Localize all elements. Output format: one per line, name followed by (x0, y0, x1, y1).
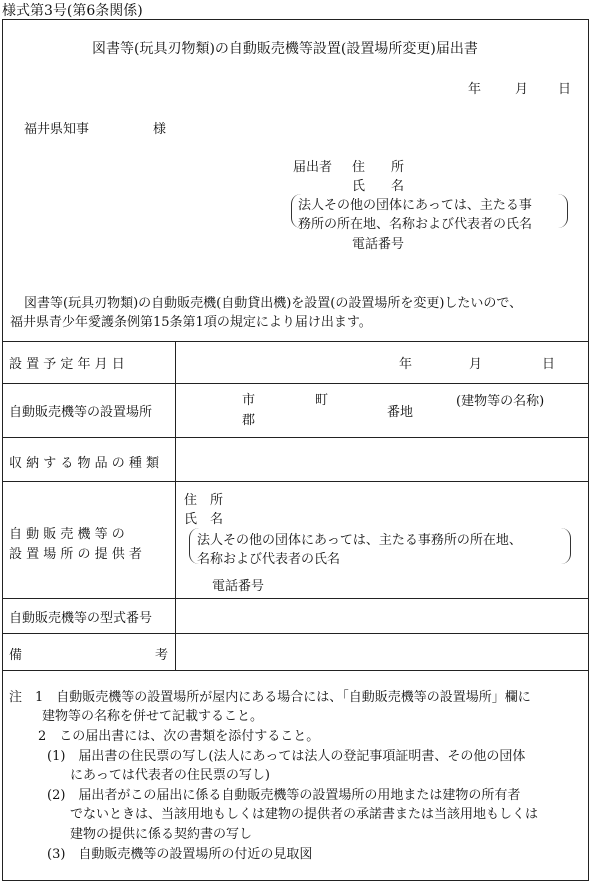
row-provider-note-2: 名称および代表者の氏名 (197, 552, 341, 567)
note-line: 建物等の名称を併せて記載すること。 (42, 709, 264, 724)
row-location-label: 自動販売機等の設置場所 (9, 405, 153, 420)
note-line: 2 この届出書には、次の書類を添付すること。 (38, 729, 320, 744)
table-row-divider (2, 598, 589, 599)
form-title: 図書等(玩具刃物類)の自動販売機等設置(設置場所変更)届出書 (92, 41, 478, 57)
table-row-divider (2, 633, 589, 634)
row-remarks-label-1: 備 (9, 648, 23, 663)
table-row-divider (2, 481, 589, 482)
table-bottom-border (2, 670, 589, 671)
row-provider-address: 住 所 (184, 493, 224, 508)
row-location-city: 市 (242, 393, 256, 408)
applicant-name-label: 氏 名 (352, 179, 405, 194)
body-text-line-1: 図書等(玩具刃物類)の自動販売機(自動貸出機)を設置(の設置場所を変更)したいので、 (24, 296, 523, 311)
date-day: 日 (558, 82, 572, 97)
note-line: 建物の提供に係る契約書の写し (70, 827, 253, 842)
row-planned-date-year: 年 (399, 357, 413, 372)
row-provider-note-1: 法人その他の団体にあっては、主たる事務所の所在地、 (197, 533, 522, 548)
table-column-divider (175, 341, 176, 670)
row-model-number-label: 自動販売機等の型式番号 (9, 611, 153, 626)
row-location-town: 町 (315, 393, 329, 408)
applicant-corp-note-1: 法人その他の団体にあっては、主たる事 (298, 198, 532, 213)
applicant-phone-label: 電話番号 (352, 237, 405, 252)
table-top-border (2, 341, 589, 342)
row-location-county: 郡 (242, 413, 256, 428)
applicant-label: 届出者 (293, 160, 333, 175)
row-planned-date-day: 日 (542, 357, 556, 372)
date-month: 月 (515, 82, 529, 97)
body-text-line-2: 福井県青少年愛護条例第15条第1項の規定により届け出ます。 (10, 315, 372, 330)
applicant-corp-note-2: 務所の所在地、名称および代表者の氏名 (298, 217, 533, 232)
row-goods-type-label: 収 納 す る 物 品 の 種 類 (9, 456, 160, 471)
applicant-address-label: 住 所 (352, 160, 405, 175)
table-row-divider (2, 383, 589, 384)
row-location-banchi: 番地 (387, 405, 414, 420)
row-provider-name: 氏 名 (184, 512, 224, 527)
row-provider-label-1: 自 動 販 売 機 等 の (9, 527, 125, 542)
table-row-divider (2, 437, 589, 438)
note-line: 注 1 自動販売機等の設置場所が屋内にある場合には、「自動販売機等の設置場所」欄に (9, 690, 531, 705)
addressee-name: 福井県知事 (24, 122, 90, 137)
note-line: でないときは、当該用地もしくは建物の提供者の承諾書または当該用地もしくは (70, 807, 539, 822)
form-number: 様式第3号(第6条関係) (2, 3, 143, 19)
row-remarks-label-2: 考 (155, 648, 169, 663)
row-provider-label-2: 設 置 場 所 の 提 供 者 (9, 547, 142, 562)
row-location-building: (建物等の名称) (456, 394, 545, 409)
date-year: 年 (468, 82, 482, 97)
addressee-honorific: 様 (153, 122, 167, 137)
row-planned-date-label: 設 置 予 定 年 月 日 (9, 357, 125, 372)
row-planned-date-month: 月 (469, 357, 483, 372)
note-line: (1) 届出書の住民票の写し(法人にあっては法人の登記事項証明書、その他の団体 (47, 749, 526, 764)
note-line: (2) 届出者がこの届出に係る自動販売機等の設置場所の用地または建物の所有者 (47, 788, 521, 803)
note-line: (3) 自動販売機等の設置場所の付近の見取図 (47, 847, 313, 862)
row-provider-phone: 電話番号 (212, 579, 265, 594)
note-line: にあっては代表者の住民票の写し) (70, 768, 270, 783)
